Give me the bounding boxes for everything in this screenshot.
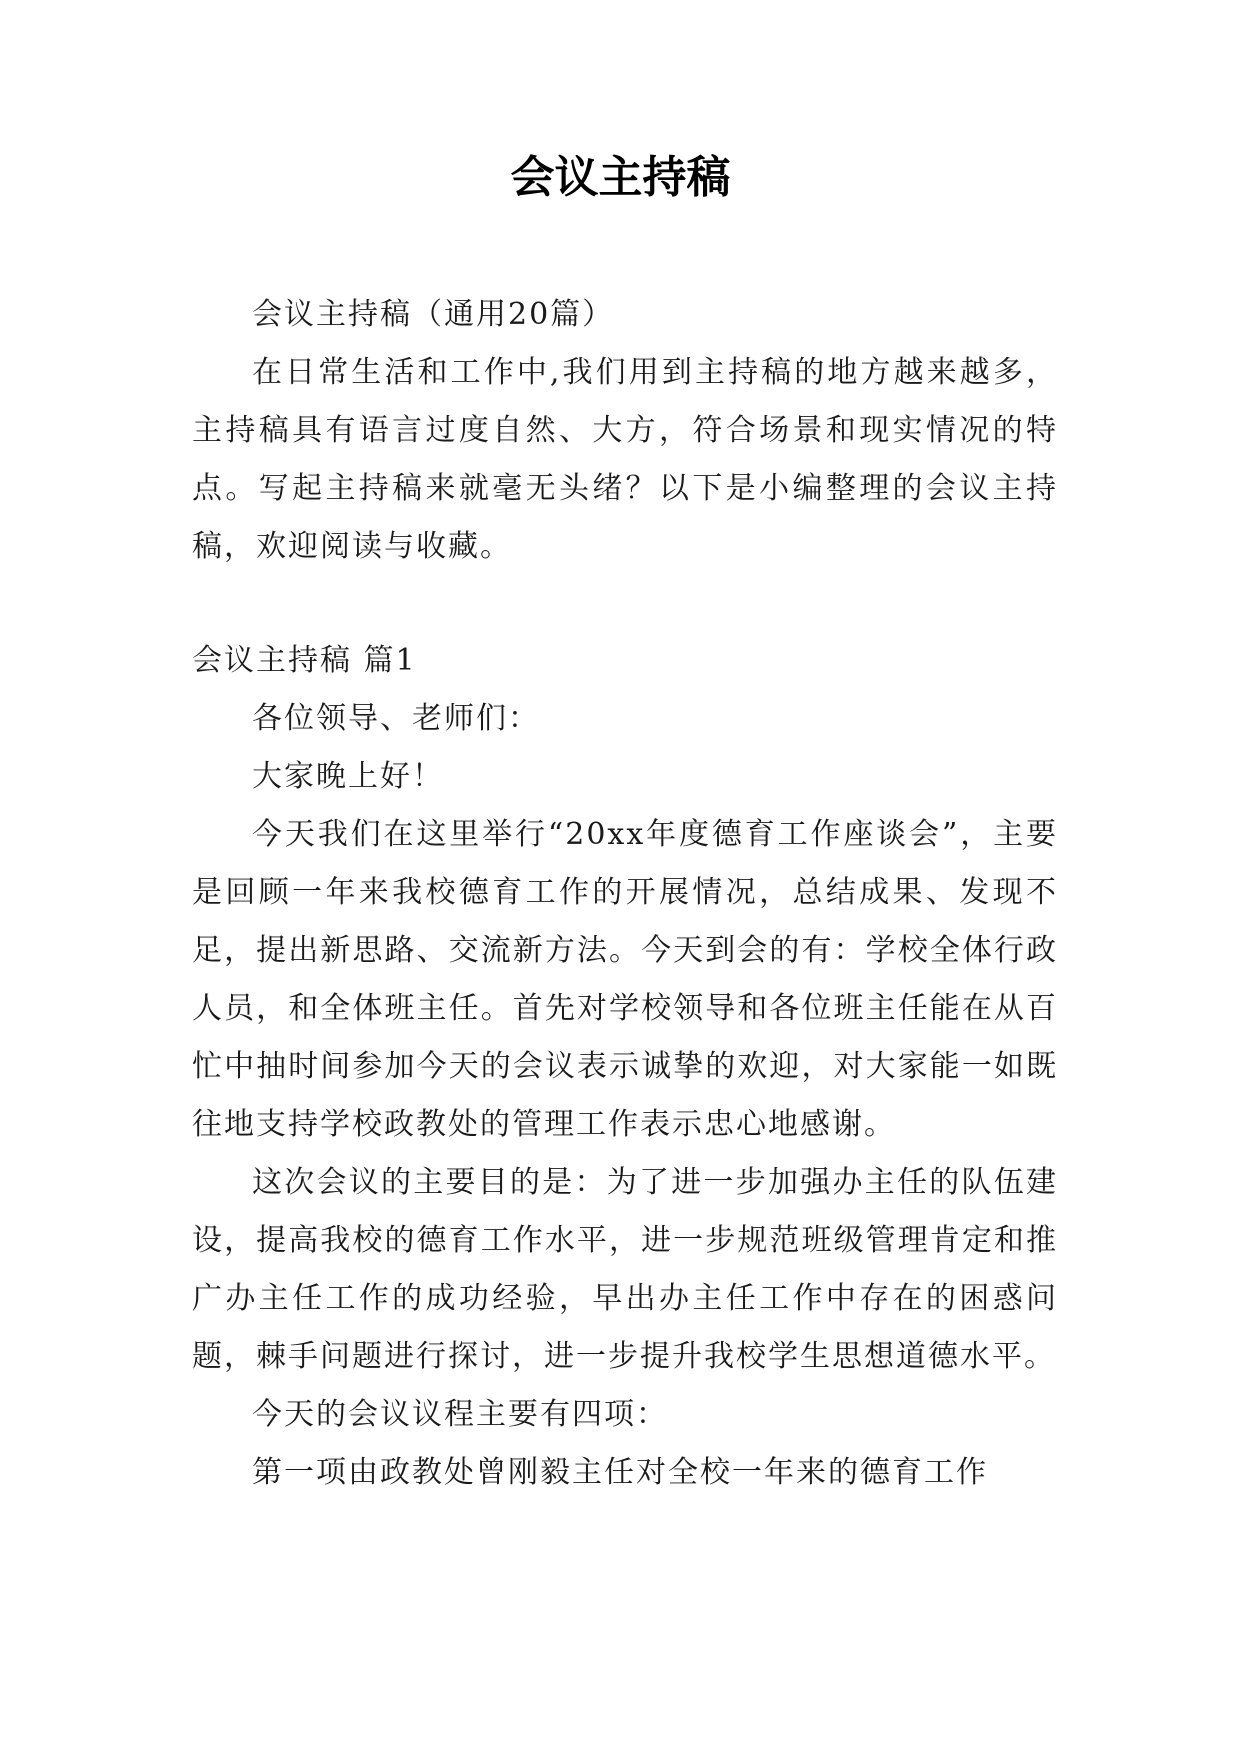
section-heading: 会议主持稿 篇1 xyxy=(192,643,417,678)
body-paragraph: 这次会议的主要目的是：为了进一步加强办主任的队伍建设，提高我校的德育工作水平，进一步规范班级管理肯定和推广办主任工作的成功经验，早出办主任工作中存在的困惑问题，棘手问题进行探讨，进一步提升我校学生思想道德水平。 xyxy=(192,1165,1058,1374)
document-title: 会议主持稿 xyxy=(510,152,731,203)
body-paragraph: 今天的会议议程主要有四项： xyxy=(252,1397,668,1432)
intro-paragraph: 在日常生活和工作中,我们用到主持稿的地方越来越多，主持稿具有语言过度自然、大方，符合场景和现实情况的特点。写起主持稿来就毫无头绪？以下是小编整理的会议主持稿，欢迎阅读与收藏。 xyxy=(192,355,1058,564)
greeting-paragraph: 大家晚上好！ xyxy=(252,759,444,794)
body-paragraph: 第一项由政教处曾刚毅主任对全校一年来的德育工作 xyxy=(252,1455,988,1490)
document-body xyxy=(192,286,1058,1502)
greeting-paragraph: 各位领导、老师们： xyxy=(252,701,540,736)
body-paragraph: 今天我们在这里举行“20xx年度德育工作座谈会”，主要是回顾一年来我校德育工作的开展情况，总结成果、发现不足，提出新思路、交流新方法。今天到会的有：学校全体行政人员，和全体班主任。首先对学校领导和各位班主任能在从百忙中抽时间参加今天的会议表示诚挚的欢迎，对大家能一如既往地支持学校政教处的管理工作表示忠心地感谢。 xyxy=(192,817,1058,1142)
document-subtitle: 会议主持稿（通用20篇） xyxy=(252,297,615,332)
